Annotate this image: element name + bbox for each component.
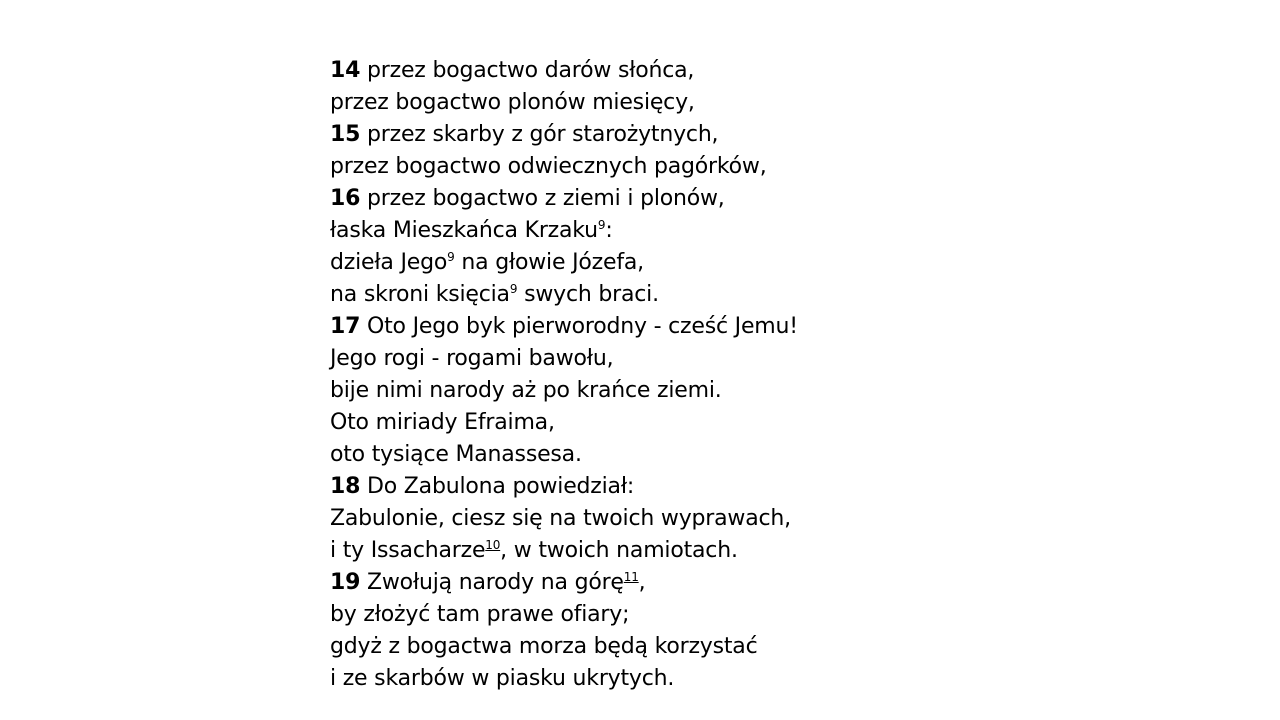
verse-number: 19 bbox=[330, 570, 361, 595]
verse-number: 14 bbox=[330, 58, 361, 83]
verse-line bbox=[330, 343, 970, 375]
verse-line bbox=[330, 663, 970, 695]
verse-line bbox=[330, 503, 970, 535]
verse-text-continuation: na głowie Józefa, bbox=[454, 250, 644, 275]
footnote-marker[interactable]: 9 bbox=[597, 218, 606, 232]
verse-text: przez skarby z gór starożytnych, bbox=[367, 122, 719, 147]
verse-number: 18 bbox=[330, 474, 361, 499]
verse-text: przez bogactwo plonów miesięcy, bbox=[330, 90, 695, 115]
verse-line bbox=[330, 439, 970, 471]
verse-line bbox=[330, 55, 970, 87]
verse-text: przez bogactwo z ziemi i plonów, bbox=[367, 186, 725, 211]
verse-text: przez bogactwo darów słońca, bbox=[367, 58, 695, 83]
verse-line bbox=[330, 87, 970, 119]
verse-line bbox=[330, 631, 970, 663]
verse-text-continuation: swych braci. bbox=[517, 282, 659, 307]
footnote-marker[interactable]: 9 bbox=[509, 282, 518, 296]
verse-text: gdyż z bogactwa morza będą korzystać bbox=[330, 634, 758, 659]
footnote-marker[interactable]: 10 bbox=[485, 538, 501, 552]
verse-text: i ty Issacharze bbox=[330, 538, 486, 563]
verse-line bbox=[330, 247, 970, 279]
verse-text: by złożyć tam prawe ofiary; bbox=[330, 602, 630, 627]
verse-text: oto tysiące Manassesa. bbox=[330, 442, 582, 467]
verse-line bbox=[330, 183, 970, 215]
verse-text: dzieła Jego bbox=[330, 250, 448, 275]
verse-line bbox=[330, 151, 970, 183]
verse-text: Zwołują narody na górę bbox=[367, 570, 624, 595]
verse-text: Oto Jego byk pierworodny - cześć Jemu! bbox=[367, 314, 798, 339]
verse-text-continuation: : bbox=[605, 218, 613, 243]
verse-line bbox=[330, 567, 970, 599]
verse-text: łaska Mieszkańca Krzaku bbox=[330, 218, 598, 243]
verse-text-continuation: , w twoich namiotach. bbox=[500, 538, 738, 563]
footnote-marker[interactable]: 9 bbox=[447, 250, 455, 264]
verse-text: przez bogactwo odwiecznych pagórków, bbox=[330, 154, 767, 179]
verse-text: Oto miriady Efraima, bbox=[330, 410, 555, 435]
verse-text: bije nimi narody aż po krańce ziemi. bbox=[330, 378, 722, 403]
verse-number: 15 bbox=[330, 122, 361, 147]
verse-text: na skroni księcia bbox=[330, 282, 510, 307]
verse-line bbox=[330, 535, 970, 567]
verse-number: 17 bbox=[330, 314, 361, 339]
verse-line bbox=[330, 311, 970, 343]
verse-number: 16 bbox=[330, 186, 361, 211]
footnote-marker[interactable]: 11 bbox=[623, 570, 639, 584]
verse-line bbox=[330, 471, 970, 503]
verse-text-continuation: , bbox=[638, 570, 646, 595]
verse-line bbox=[330, 375, 970, 407]
verse-text: i ze skarbów w piasku ukrytych. bbox=[330, 666, 675, 691]
scripture-passage bbox=[330, 55, 970, 695]
verse-line bbox=[330, 215, 970, 247]
verse-line bbox=[330, 599, 970, 631]
verse-line bbox=[330, 119, 970, 151]
verse-line bbox=[330, 407, 970, 439]
verse-text: Do Zabulona powiedział: bbox=[367, 474, 635, 499]
verse-line bbox=[330, 279, 970, 311]
verse-text: Jego rogi - rogami bawołu, bbox=[330, 346, 614, 371]
verse-text: Zabulonie, ciesz się na twoich wyprawach, bbox=[330, 506, 791, 531]
